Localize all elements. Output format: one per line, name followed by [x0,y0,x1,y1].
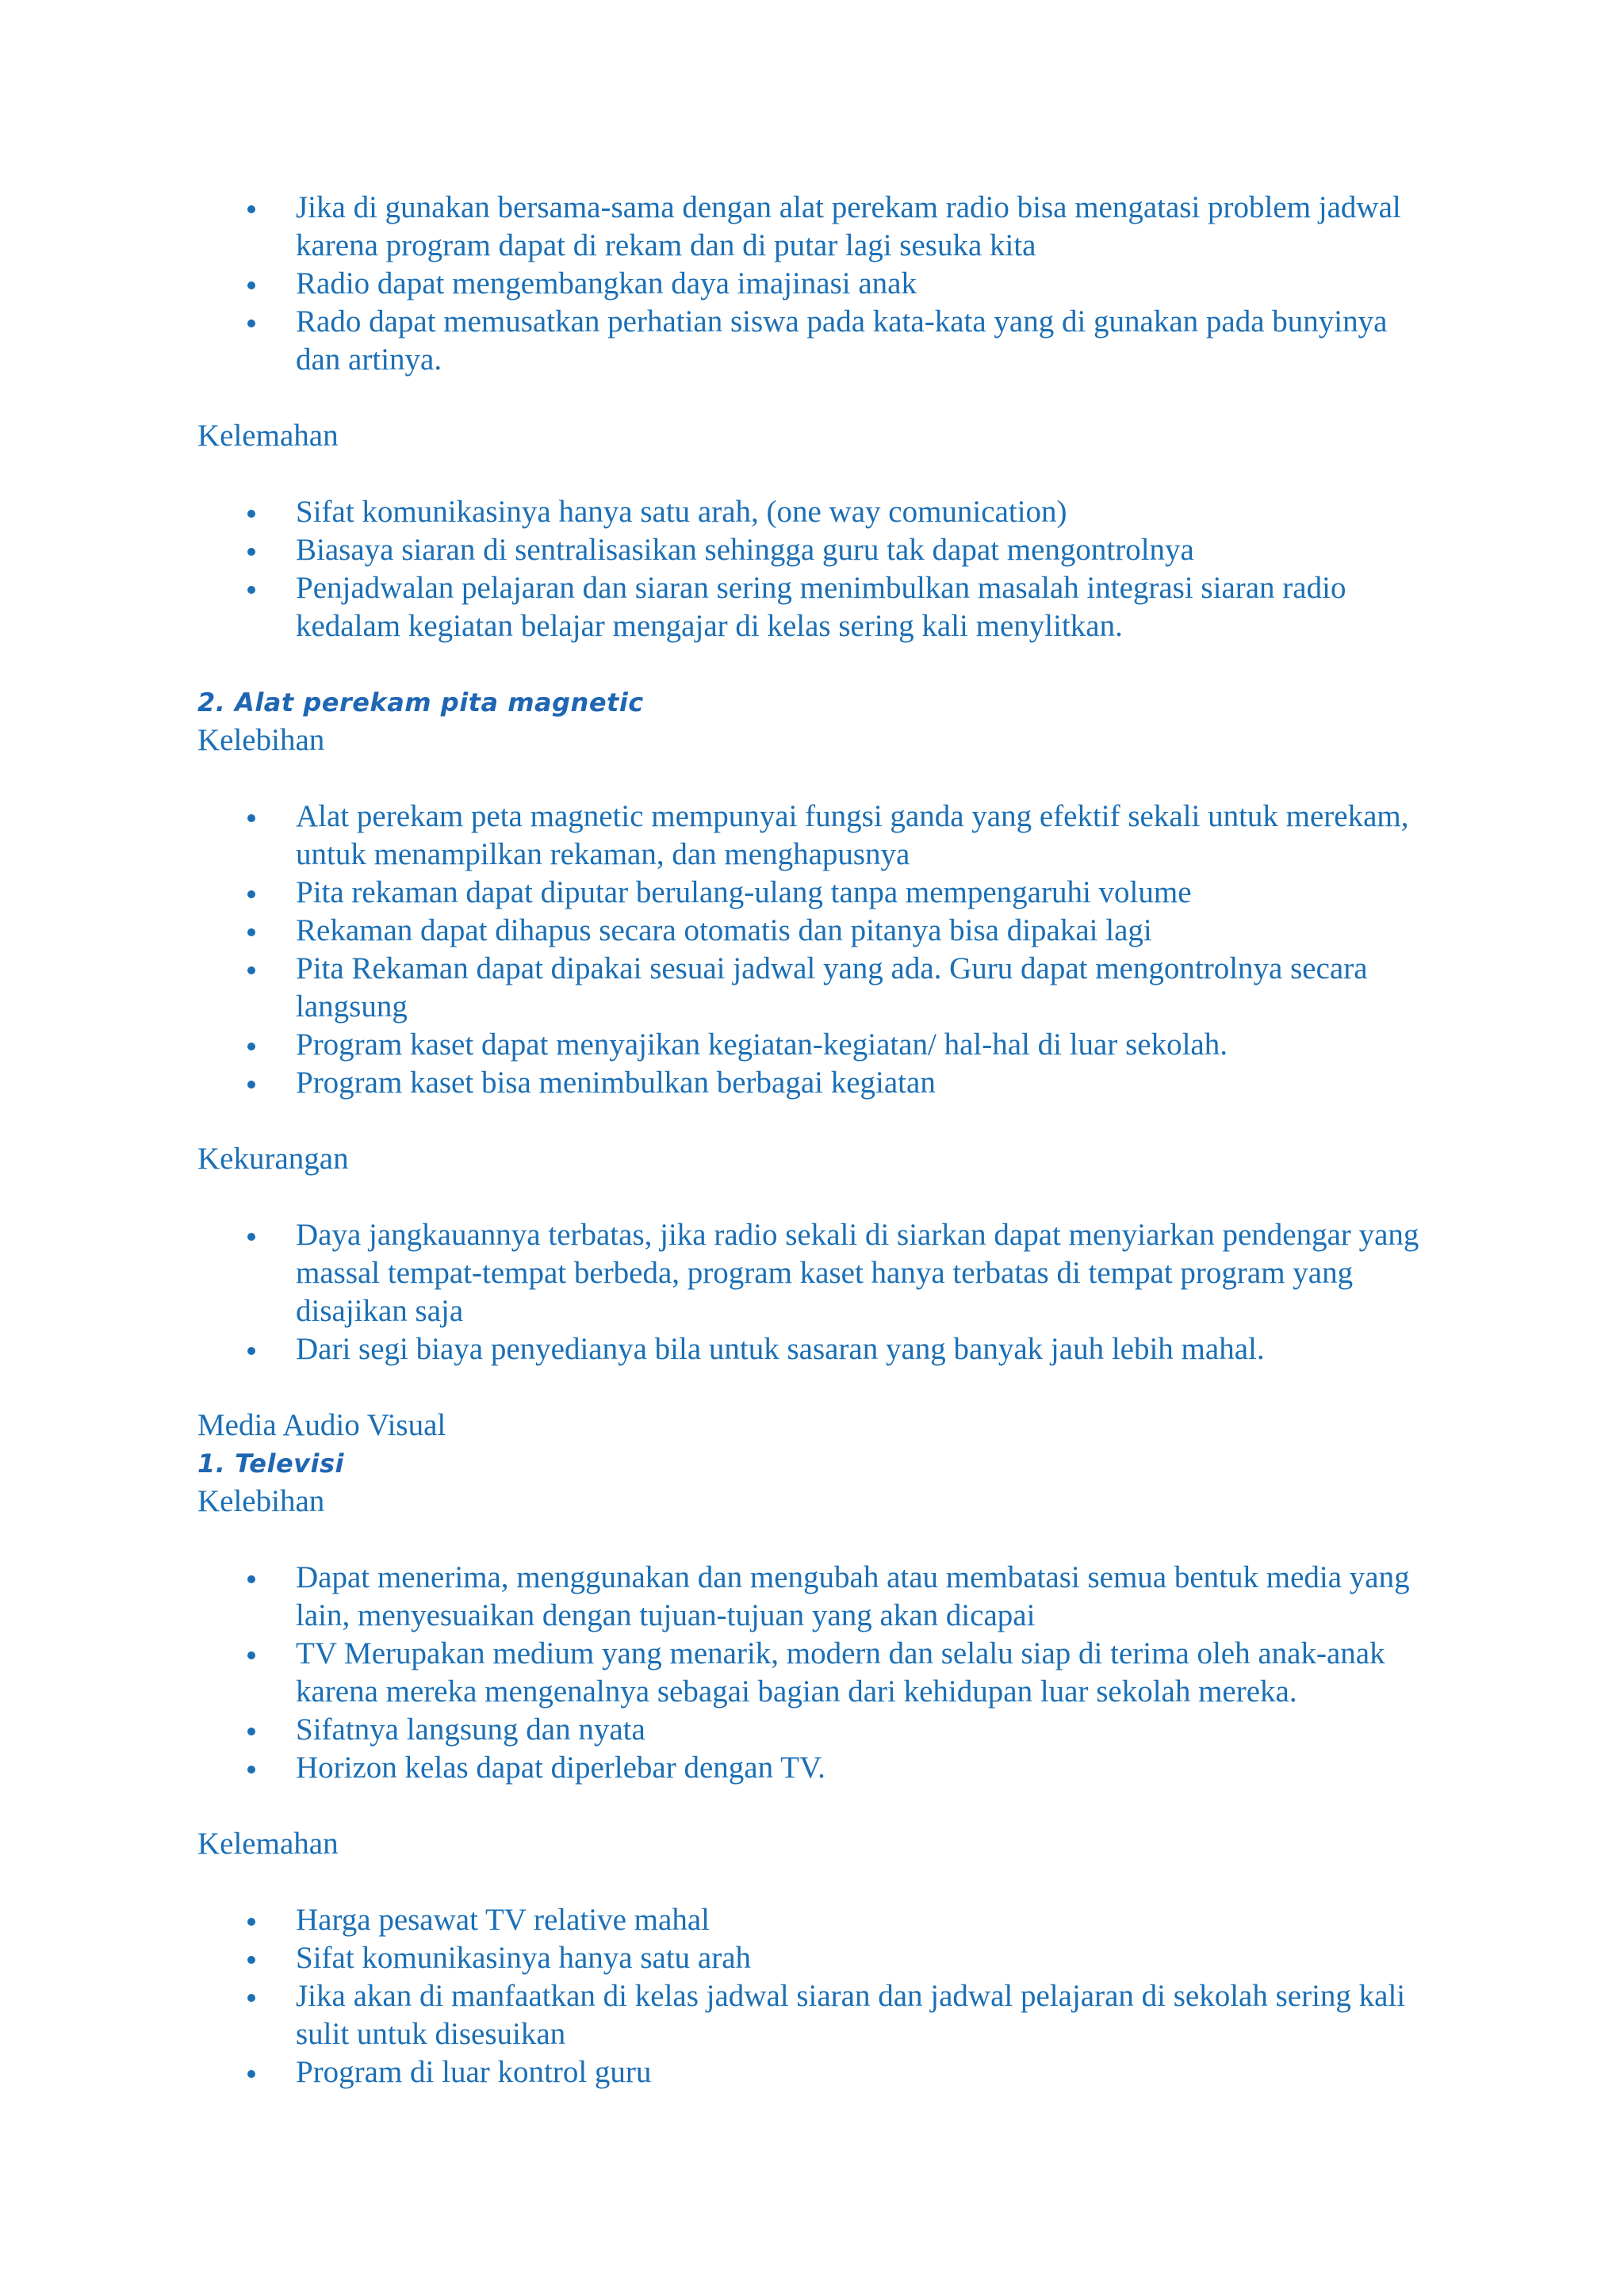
list-tv-weaknesses [197,1901,1434,2091]
list-item: Biasaya siaran di sentralisasikan sehingga guru tak dapat mengontrolnya [197,531,1434,569]
list-item: Sifat komunikasinya hanya satu arah [197,1939,1434,1977]
spacer [197,1521,1434,1559]
label-kelemahan: Kelemahan [197,419,339,453]
list-item: Radio dapat mengembangkan daya imajinasi anak [197,265,1434,303]
label-kelebihan: Kelebihan [197,1484,325,1518]
spacer [197,1178,1434,1216]
list-item: Alat perekam peta magnetic mempunyai fungsi ganda yang efektif sekali untuk merekam, untuk menampilkan rekaman, dan menghapusnya [197,798,1434,874]
list-item: Program kaset dapat menyajikan kegiatan-kegiatan/ hal-hal di luar sekolah. [197,1026,1434,1064]
list-tv-advantages [197,1559,1434,1787]
list-item: Penjadwalan pelajaran dan siaran sering menimbulkan masalah integrasi siaran radio kedalam kegiatan belajar mengajar di kelas sering kali menylitkan. [197,569,1434,645]
spacer [197,1787,1434,1825]
list-item: Pita rekaman dapat diputar berulang-ulang tanpa mempengaruhi volume [197,874,1434,912]
list-radio-weaknesses [197,493,1434,645]
list-item: Jika akan di manfaatkan di kelas jadwal siaran dan jadwal pelajaran di sekolah sering kali sulit untuk disesuikan [197,1977,1434,2053]
list-radio-advantages [197,189,1434,379]
list-item: Jika di gunakan bersama-sama dengan alat perekam radio bisa mengatasi problem jadwal karena program dapat di rekam dan di putar lagi sesuka kita [197,189,1434,265]
list-item: TV Merupakan medium yang menarik, modern dan selalu siap di terima oleh anak-anak karena mereka mengenalnya sebagai bagian dari kehidupan luar sekolah mereka. [197,1635,1434,1711]
spacer [197,760,1434,798]
label-kelemahan: Kelemahan [197,1827,339,1861]
heading-televisi: 1. Televisi [197,1448,344,1479]
list-item: Harga pesawat TV relative mahal [197,1901,1434,1939]
list-tape-advantages [197,798,1434,1102]
list-item: Rado dapat memusatkan perhatian siswa pada kata-kata yang di gunakan pada bunyinya dan artinya. [197,303,1434,379]
list-item: Program di luar kontrol guru [197,2053,1434,2091]
list-item: Dapat menerima, menggunakan dan mengubah atau membatasi semua bentuk media yang lain, menyesuaikan dengan tujuan-tujuan yang akan dicapai [197,1559,1434,1635]
list-item: Rekaman dapat dihapus secara otomatis dan pitanya bisa dipakai lagi [197,912,1434,950]
spacer [197,455,1434,493]
list-item: Dari segi biaya penyedianya bila untuk sasaran yang banyak jauh lebih mahal. [197,1330,1434,1368]
label-kelebihan: Kelebihan [197,723,325,757]
label-media-audio-visual: Media Audio Visual [197,1408,446,1442]
spacer [197,1102,1434,1140]
spacer [197,379,1434,417]
list-item: Daya jangkauannya terbatas, jika radio sekali di siarkan dapat menyiarkan pendengar yang massal tempat-tempat berbeda, program kaset hanya terbatas di tempat program yang disajikan saja [197,1216,1434,1330]
spacer [197,645,1434,683]
label-kekurangan: Kekurangan [197,1142,349,1176]
list-item: Sifatnya langsung dan nyata [197,1711,1434,1749]
document-page [197,189,1434,2091]
list-item: Program kaset bisa menimbulkan berbagai kegiatan [197,1064,1434,1102]
list-item: Sifat komunikasinya hanya satu arah, (one way comunication) [197,493,1434,531]
list-tape-weaknesses [197,1216,1434,1368]
spacer [197,1368,1434,1406]
heading-alat-perekam: 2. Alat perekam pita magnetic [197,687,644,718]
spacer [197,1863,1434,1901]
list-item: Pita Rekaman dapat dipakai sesuai jadwal yang ada. Guru dapat mengontrolnya secara langsung [197,950,1434,1026]
list-item: Horizon kelas dapat diperlebar dengan TV. [197,1749,1434,1787]
